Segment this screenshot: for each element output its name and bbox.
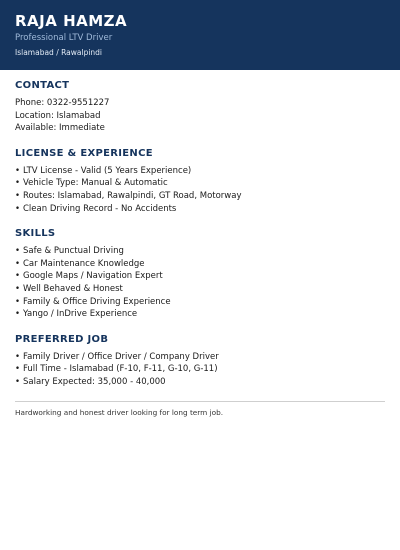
list-item (15, 283, 385, 296)
list-item (15, 296, 385, 309)
bullet-icon: • (15, 271, 21, 282)
candidate-role: Professional LTV Driver (15, 33, 113, 43)
list-item (15, 376, 385, 389)
list-item (15, 177, 385, 190)
contact-phone: Phone: 0322-9551227 (15, 98, 110, 108)
contact-section (15, 79, 385, 135)
contact-location: Location: Islamabad (15, 110, 101, 121)
list-item (15, 245, 385, 258)
list-item-text: Yango / InDrive Experience (23, 309, 138, 320)
bullet-icon: • (15, 178, 21, 189)
list-item-text: Routes: Islamabad, Rawalpindi, GT Road, Motorway (23, 190, 242, 201)
list-item-text: Family Driver / Office Driver / Company Driver (23, 351, 219, 362)
resume-body (0, 70, 400, 389)
skills-section (15, 227, 385, 321)
bullet-icon: • (15, 165, 21, 176)
preferred-job-list (15, 351, 385, 389)
contact-title: CONTACT (15, 80, 70, 91)
list-item-text: Google Maps / Navigation Expert (23, 271, 163, 282)
list-item-text: Well Behaved & Honest (23, 283, 123, 294)
list-item-text: Clean Driving Record - No Accidents (23, 203, 177, 214)
list-item-text: Safe & Punctual Driving (23, 246, 124, 257)
bullet-icon: • (15, 364, 21, 375)
list-item (15, 165, 385, 178)
bullet-icon: • (15, 376, 21, 387)
list-item (15, 190, 385, 203)
list-item (15, 308, 385, 321)
skills-title: SKILLS (15, 228, 56, 240)
list-item-text: Salary Expected: 35,000 - 40,000 (23, 376, 166, 387)
bullet-icon: • (15, 203, 21, 214)
list-item (15, 363, 385, 376)
bullet-icon: • (15, 246, 21, 257)
bullet-icon: • (15, 283, 21, 294)
list-item-text: Car Maintenance Knowledge (23, 258, 145, 269)
list-item-text: Full Time - Islamabad (F-10, F-11, G-10, G-11) (23, 364, 218, 375)
license-list (15, 165, 385, 215)
candidate-name: RAJA HAMZA (15, 12, 128, 30)
skills-list (15, 245, 385, 321)
list-item-text: Family & Office Driving Experience (23, 296, 171, 307)
footer-summary: Hardworking and honest driver looking for long term job. (15, 407, 224, 417)
resume-header (0, 0, 400, 70)
license-section (15, 147, 385, 215)
preferred-job-section (15, 333, 385, 389)
list-item (15, 203, 385, 216)
bullet-icon: • (15, 190, 21, 201)
list-item (15, 258, 385, 271)
list-item-text: Vehicle Type: Manual & Automatic (23, 178, 168, 189)
bullet-icon: • (15, 351, 21, 362)
list-item (15, 270, 385, 283)
list-item-text: LTV License - Valid (5 Years Experience) (23, 165, 192, 176)
bullet-icon: • (15, 258, 21, 269)
candidate-location: Islamabad / Rawalpindi (15, 48, 103, 57)
contact-availability: Available: Immediate (15, 123, 105, 134)
bullet-icon: • (15, 309, 21, 320)
list-item (15, 351, 385, 364)
license-title: LICENSE & EXPERIENCE (15, 147, 153, 159)
preferred-job-title: PREFERRED JOB (15, 333, 109, 345)
bullet-icon: • (15, 296, 21, 307)
